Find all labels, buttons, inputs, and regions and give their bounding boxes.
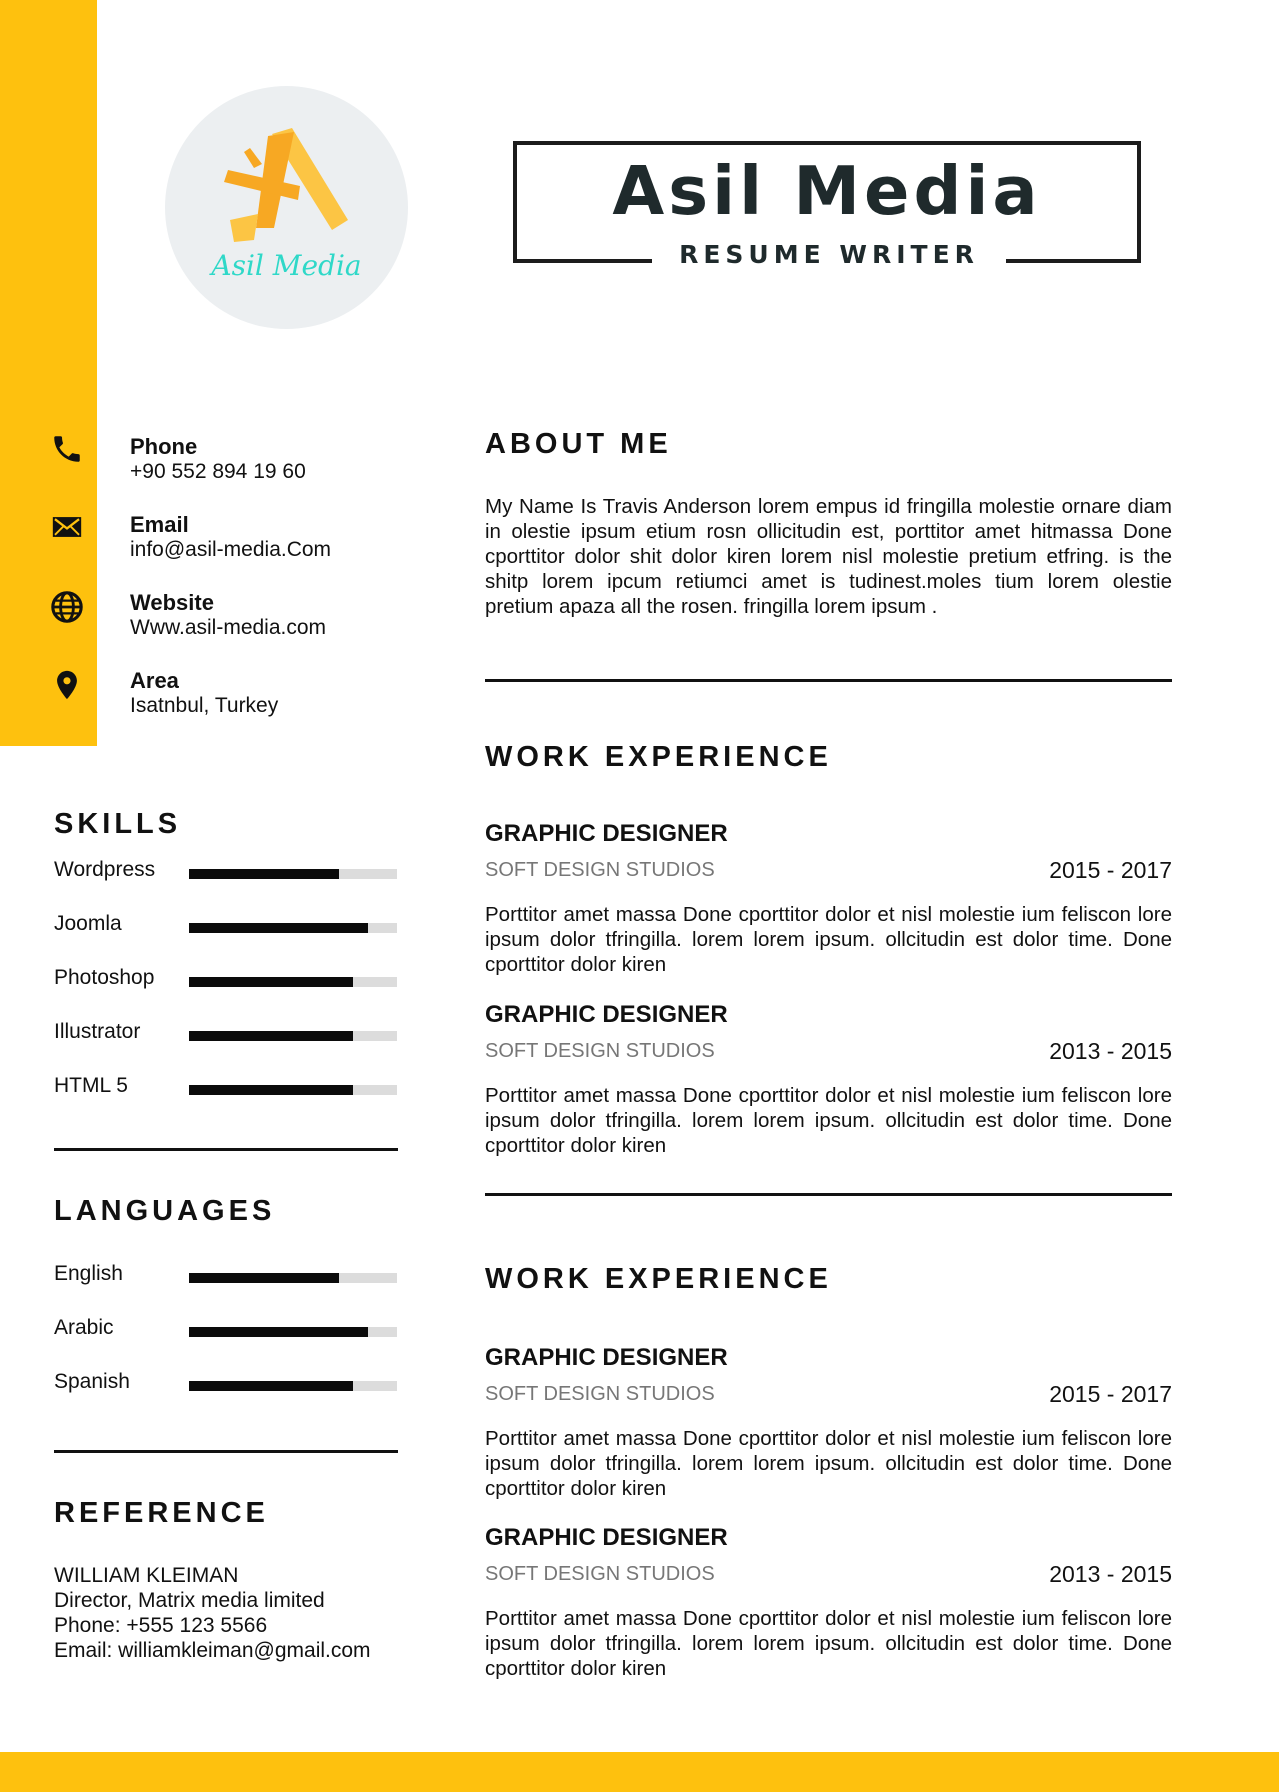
job-years: 2015 - 2017 xyxy=(1049,857,1172,883)
job-years: 2015 - 2017 xyxy=(1049,1381,1172,1407)
language-bar-fill xyxy=(189,1327,368,1337)
skill-bar xyxy=(189,1085,397,1095)
logo-mark-icon xyxy=(210,124,362,249)
company-name: SOFT DESIGN STUDIOS xyxy=(485,1563,715,1585)
skill-bar xyxy=(189,1031,397,1041)
skill-row xyxy=(54,912,398,936)
job-entry xyxy=(485,1524,1172,1680)
language-bar-fill xyxy=(189,1381,353,1391)
language-row xyxy=(54,1370,398,1394)
contact-value: Www.asil-media.com xyxy=(130,616,327,639)
reference-title: REFERENCE xyxy=(54,1497,269,1529)
divider xyxy=(54,1148,398,1151)
email-icon xyxy=(50,510,84,544)
footer-accent-bar xyxy=(0,1752,1279,1792)
contact-label: Email xyxy=(130,512,189,537)
language-bar xyxy=(189,1381,397,1391)
language-name: English xyxy=(54,1262,123,1285)
company-name: SOFT DESIGN STUDIOS xyxy=(485,859,715,881)
language-row xyxy=(54,1316,398,1340)
globe-icon xyxy=(50,590,84,624)
phone-icon xyxy=(50,432,84,466)
skill-bar xyxy=(189,923,397,933)
about-text: My Name Is Travis Anderson lorem empus id fringilla molestie ornare diam in olestie ipsum etium rosn ollicitudin est, porttitor amet hitmassa Done cporttitor dolor shit dolor kiren lorem nisl molestie pretium etfring. is the shitp lorem ipcum retiumci amet is tudinest.moles tium lorem olestie pretium apaza all the rosen. fringilla lorem ipsum . xyxy=(485,495,1172,618)
contact-value: +90 552 894 19 60 xyxy=(130,460,306,483)
skill-bar-fill xyxy=(189,869,339,879)
job-years: 2013 - 2015 xyxy=(1049,1038,1172,1064)
languages-title: LANGUAGES xyxy=(54,1195,276,1227)
page-title: Asil Media xyxy=(612,152,1042,230)
skill-row xyxy=(54,858,398,882)
job-role-subtitle: RESUME WRITER xyxy=(652,240,1006,269)
skill-row xyxy=(54,1074,398,1098)
skill-bar xyxy=(189,869,397,879)
skill-bar-fill xyxy=(189,977,353,987)
divider xyxy=(485,1193,1172,1196)
about-title: ABOUT ME xyxy=(485,428,672,460)
job-title: GRAPHIC DESIGNER xyxy=(485,1001,728,1028)
sidebar-accent-bar xyxy=(0,0,97,746)
skill-name: Wordpress xyxy=(54,858,156,881)
skills-title: SKILLS xyxy=(54,808,182,840)
job-description: Porttitor amet massa Done cporttitor dolor et nisl molestie ium feliscon lore ipsum dolor tfringilla. lorem lorem ipsum. ollcitudin est dolor time. Done cporttitor dolor kiren xyxy=(485,903,1172,976)
contact-label: Phone xyxy=(130,434,198,459)
contact-label: Area xyxy=(130,668,179,693)
work-experience-title: WORK EXPERIENCE xyxy=(485,1263,832,1295)
language-name: Arabic xyxy=(54,1316,114,1339)
skill-bar-fill xyxy=(189,923,368,933)
skill-name: Illustrator xyxy=(54,1020,141,1043)
skill-bar-fill xyxy=(189,1085,353,1095)
job-title: GRAPHIC DESIGNER xyxy=(485,1344,728,1371)
language-bar xyxy=(189,1327,397,1337)
skill-name: Photoshop xyxy=(54,966,155,989)
job-description: Porttitor amet massa Done cporttitor dolor et nisl molestie ium feliscon lore ipsum dolor tfringilla. lorem lorem ipsum. ollcitudin est dolor time. Done cporttitor dolor kiren xyxy=(485,1607,1172,1680)
skill-name: Joomla xyxy=(54,912,122,935)
skill-bar xyxy=(189,977,397,987)
job-title: GRAPHIC DESIGNER xyxy=(485,1524,728,1551)
skill-row xyxy=(54,966,398,990)
reference-block xyxy=(54,1563,371,1663)
location-pin-icon xyxy=(50,668,84,702)
job-years: 2013 - 2015 xyxy=(1049,1561,1172,1587)
contact-label: Website xyxy=(130,590,214,615)
contact-value: info@asil-media.Com xyxy=(130,538,332,561)
language-name: Spanish xyxy=(54,1370,130,1393)
work-experience-title: WORK EXPERIENCE xyxy=(485,741,832,773)
company-name: SOFT DESIGN STUDIOS xyxy=(485,1383,715,1405)
language-bar xyxy=(189,1273,397,1283)
language-bar-fill xyxy=(189,1273,339,1283)
company-name: SOFT DESIGN STUDIOS xyxy=(485,1040,715,1062)
divider xyxy=(54,1450,398,1453)
skill-name: HTML 5 xyxy=(54,1074,128,1097)
logo xyxy=(165,86,408,329)
reference-email: Email: williamkleiman@gmail.com xyxy=(54,1639,371,1662)
reference-phone: Phone: +555 123 5566 xyxy=(54,1614,268,1637)
skill-row xyxy=(54,1020,398,1044)
skill-bar-fill xyxy=(189,1031,353,1041)
reference-position: Director, Matrix media limited xyxy=(54,1589,325,1612)
job-entry xyxy=(485,1001,1172,1157)
language-row xyxy=(54,1262,398,1286)
divider xyxy=(485,679,1172,682)
contact-value: Isatnbul, Turkey xyxy=(130,694,279,717)
job-entry xyxy=(485,820,1172,976)
logo-text: Asil Media xyxy=(211,249,362,282)
job-entry xyxy=(485,1344,1172,1500)
reference-name: WILLIAM KLEIMAN xyxy=(54,1564,239,1587)
job-description: Porttitor amet massa Done cporttitor dolor et nisl molestie ium feliscon lore ipsum dolor tfringilla. lorem lorem ipsum. ollcitudin est dolor time. Done cporttitor dolor kiren xyxy=(485,1427,1172,1500)
job-title: GRAPHIC DESIGNER xyxy=(485,820,728,847)
job-description: Porttitor amet massa Done cporttitor dolor et nisl molestie ium feliscon lore ipsum dolor tfringilla. lorem lorem ipsum. ollcitudin est dolor time. Done cporttitor dolor kiren xyxy=(485,1084,1172,1157)
